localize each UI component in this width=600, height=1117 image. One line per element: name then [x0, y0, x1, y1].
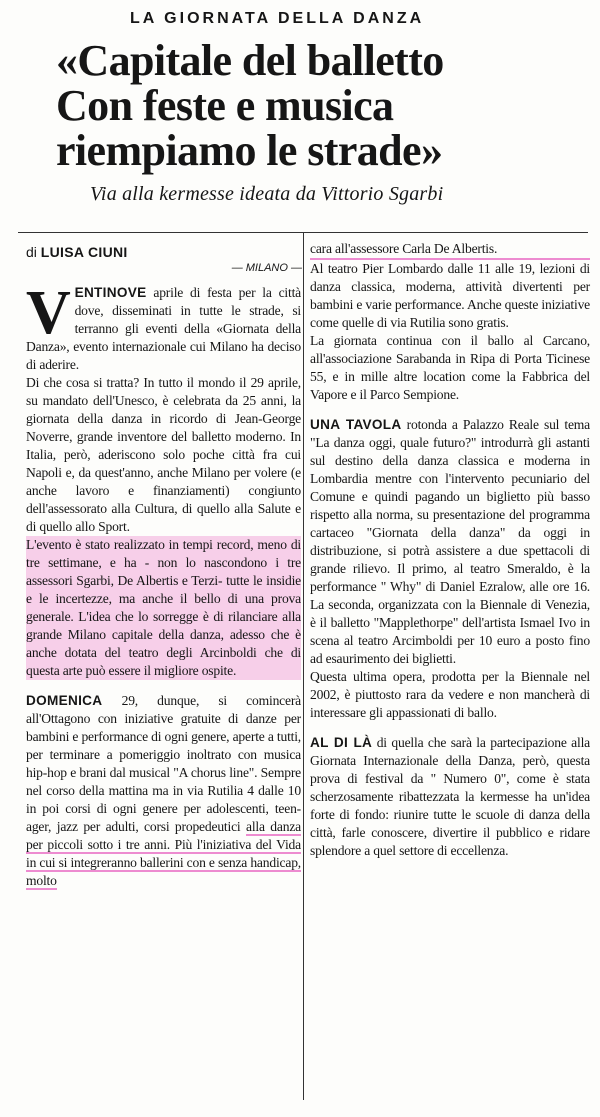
- article-column-left: [26, 279, 302, 890]
- byline: [26, 244, 128, 260]
- paragraph: Di che cosa si tratta? In tutto il mondo il 29 aprile, su mandato dell'Unesco, è celebrata da 25 anni, la giornata della danza in ricordo di Jean-George Noverre, grande inventore del balletto moderno. In Italia, però, aderiscono solo poche città fra cui Napoli e, da quest'anno, anche Milano per volere (e anche lavoro e finanziamenti) congiunto dell'assessorato alla Cultura, di quello alla Salute e di quello allo Sport.: [26, 375, 301, 534]
- paragraph-text: rotonda a Palazzo Reale sul tema "La danza oggi, quale futuro?" introdurrà gli astanti sul destino della danza classica e moderna in Lombardia mentre con l'intervento pecuniario del Comune e quindi pagando un biglietto più basso rispetto alla norma, su presentazione del programma cartaceo "Giornata della danza" da oggi in distribuzione, si potrà assistere a due spettacoli di grande rilievo. Il primo, al teatro Smeraldo, è la performance " Why" di Daniel Ezralow, alle ore 16. La seconda, organizzata con la Biennale di Venezia, è il balletto "Mapplethorpe" dell'artista Ismael Ivo in scena al teatro Arcimboldi per 10 euro a posto fino ad esaurimento dei biglietti.: [310, 417, 590, 666]
- lead-word: AL DI LÀ: [310, 735, 373, 750]
- dropcap: V: [26, 279, 71, 347]
- underlined-text: alla danza per piccoli sotto i tre anni. Più l'iniziativa del Vida in cui si integreranno ballerini con e senza handicap, molto: [26, 819, 301, 888]
- paragraph: [310, 416, 590, 668]
- article-column-right: [310, 240, 590, 860]
- paragraph-lead: [26, 279, 302, 374]
- lead-word: ENTINOVE: [74, 285, 147, 300]
- underlined-paragraph: cara all'assessore Carla De Albertis.: [310, 240, 590, 260]
- paragraph-text: di quella che sarà la partecipazione alla Giornata Internazionale della Danza, però, questa prova di festival da " Numero 0", come è stata scherzosamente ribattezzata la kermesse ha un'idea forte di fondo: riunire tutte le scuole di danza della città, farle conoscere, divertire il pubblico e ridare splendore a quel settore di eccellenza.: [310, 735, 591, 858]
- paragraph-text: 29, dunque, si comincerà all'Ottagono con iniziative gratuite di danze per bambini e performance di ogni genere, aperte a tutti, per terminare a pomeriggio inoltrato con musica hip-hop e brani dal musical "A chorus line". Sempre nel corso della mattina ma in via Rutilia 4 dalle 10 in poi corsi di ogni genere per adolescenti, teen-ager, jazz per adulti, corsi propedeutici: [26, 693, 301, 834]
- headline: [56, 38, 596, 173]
- paragraph: La giornata continua con il ballo al Carcano, all'associazione Sarabanda in Ripa di Porta Ticinese 55, e in mille altre location come la Fabbrica del Vapore e il Parco Sempione.: [310, 333, 590, 402]
- headline-line-1: «Capitale del balletto: [56, 36, 444, 85]
- paragraph: Questa ultima opera, prodotta per la Biennale nel 2002, è piuttosto rara da vedere e non mancherà di interessare gli appassionati di ballo.: [310, 669, 590, 720]
- column-divider: [303, 232, 304, 1100]
- lead-word: UNA TAVOLA: [310, 417, 402, 432]
- highlighted-paragraph: L'evento è stato realizzato in tempi record, meno di tre settimane, e ha - non lo nascondono i tre assessori Sgarbi, De Albertis e Terzi- tutte le insidie e le incertezze, ma anche il bello di una prova generale. L'idea che lo sorregge è di rilanciare alla grande Milano capitale della danza, adesso che è anche dotata del teatro degli Arcinboldi che di questa arte può essere il migliore ospite.: [26, 537, 301, 678]
- subtitle: Via alla kermesse ideata da Vittorio Sgarbi: [90, 183, 444, 205]
- headline-line-3: riempiamo le strade»: [56, 126, 443, 175]
- byline-prefix: di: [26, 244, 37, 260]
- paragraph: [26, 692, 301, 890]
- lead-word: DOMENICA: [26, 693, 103, 708]
- paragraph: Al teatro Pier Lombardo dalle 11 alle 19, lezioni di danza classica, moderna, attività divertenti per bambini e varie performance. Anche queste iniziative come quelle di via Rutilia sono gratis.: [310, 261, 590, 330]
- headline-line-2: Con feste e musica: [56, 81, 394, 130]
- paragraph: [310, 734, 590, 860]
- dateline: — MILANO —: [231, 262, 302, 274]
- paragraph-text: aprile di festa per la città dove, disseminati in tutte le strade, si terranno gli eventi della «Giornata della Danza», evento internazionale cui Milano ha deciso di aderire.: [26, 285, 302, 372]
- section-kicker: LA GIORNATA DELLA DANZA: [130, 10, 425, 27]
- byline-author: LUISA CIUNI: [40, 244, 128, 260]
